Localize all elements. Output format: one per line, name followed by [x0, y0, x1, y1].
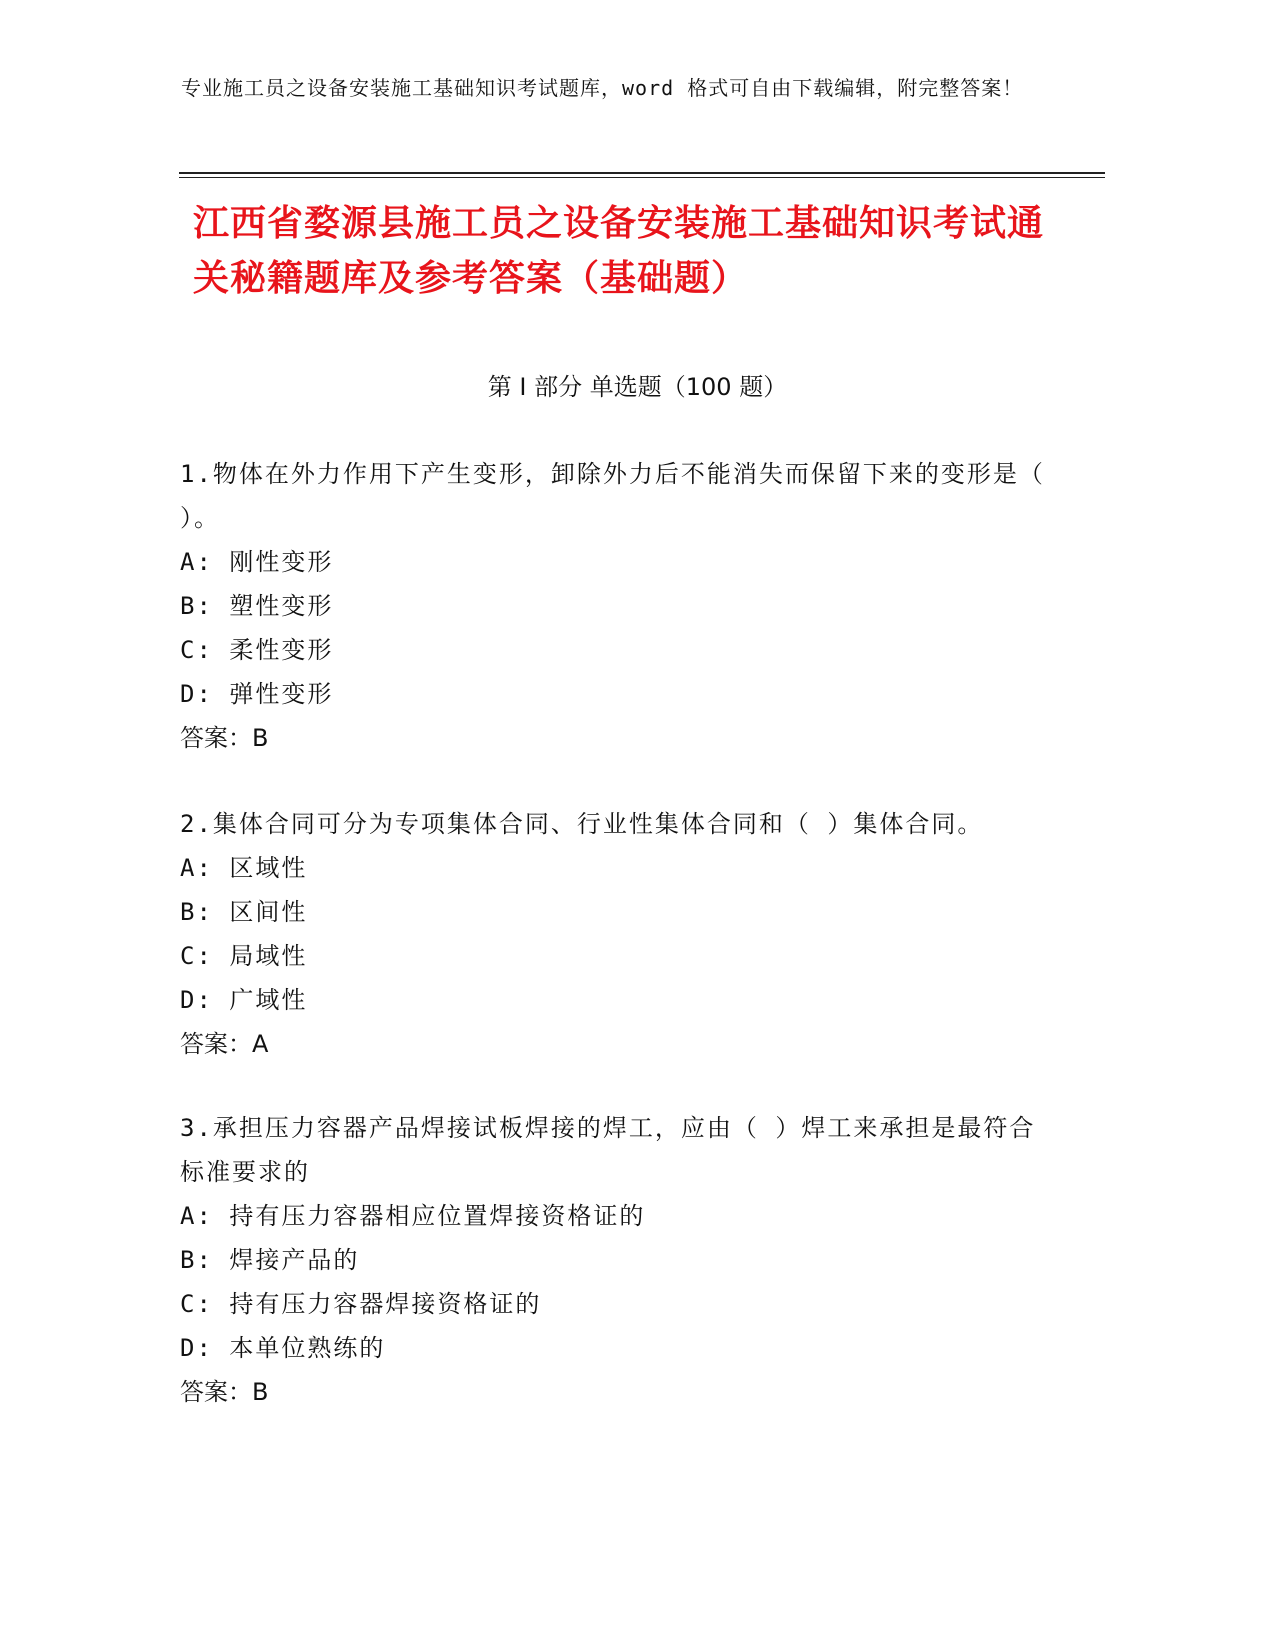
answer-label: 答案：B	[180, 724, 269, 752]
question-text: 3.承担压力容器产品焊接试板焊接的焊工，应由（ ）焊工来承担是最符合标准要求的	[180, 1114, 1036, 1186]
answer-label: 答案：B	[180, 1378, 269, 1406]
question-text: 1.物体在外力作用下产生变形，卸除外力后不能消失而保留下来的变形是（ ）。	[180, 460, 1045, 532]
option-d: D: 弹性变形	[180, 680, 334, 708]
answer-label: 答案：A	[180, 1030, 269, 1058]
header-rule	[179, 172, 1105, 174]
option-c: C: 局域性	[180, 942, 308, 970]
option-d: D: 广域性	[180, 986, 308, 1014]
question-text: 2.集体合同可分为专项集体合同、行业性集体合同和（ ）集体合同。	[180, 810, 984, 838]
option-a: A: 持有压力容器相应位置焊接资格证的	[180, 1202, 646, 1230]
option-b: B: 焊接产品的	[180, 1246, 360, 1274]
document-title: 江西省婺源县施工员之设备安装施工基础知识考试通关秘籍题库及参考答案（基础题）	[193, 203, 1045, 299]
option-a: A: 区域性	[180, 854, 308, 882]
option-d: D: 本单位熟练的	[180, 1334, 386, 1362]
header-rule-thin	[179, 177, 1105, 178]
question-1	[180, 452, 1060, 760]
question-3	[180, 1106, 1060, 1414]
option-b: B: 塑性变形	[180, 592, 334, 620]
option-a: A: 刚性变形	[180, 548, 334, 576]
option-c: C: 柔性变形	[180, 636, 334, 664]
header-note: 专业施工员之设备安装施工基础知识考试题库，word 格式可自由下载编辑，附完整答案！	[181, 76, 1024, 100]
option-c: C: 持有压力容器焊接资格证的	[180, 1290, 542, 1318]
question-2	[180, 802, 1060, 1066]
option-b: B: 区间性	[180, 898, 308, 926]
section-heading: 第 I 部分 单选题（100 题）	[487, 373, 788, 401]
